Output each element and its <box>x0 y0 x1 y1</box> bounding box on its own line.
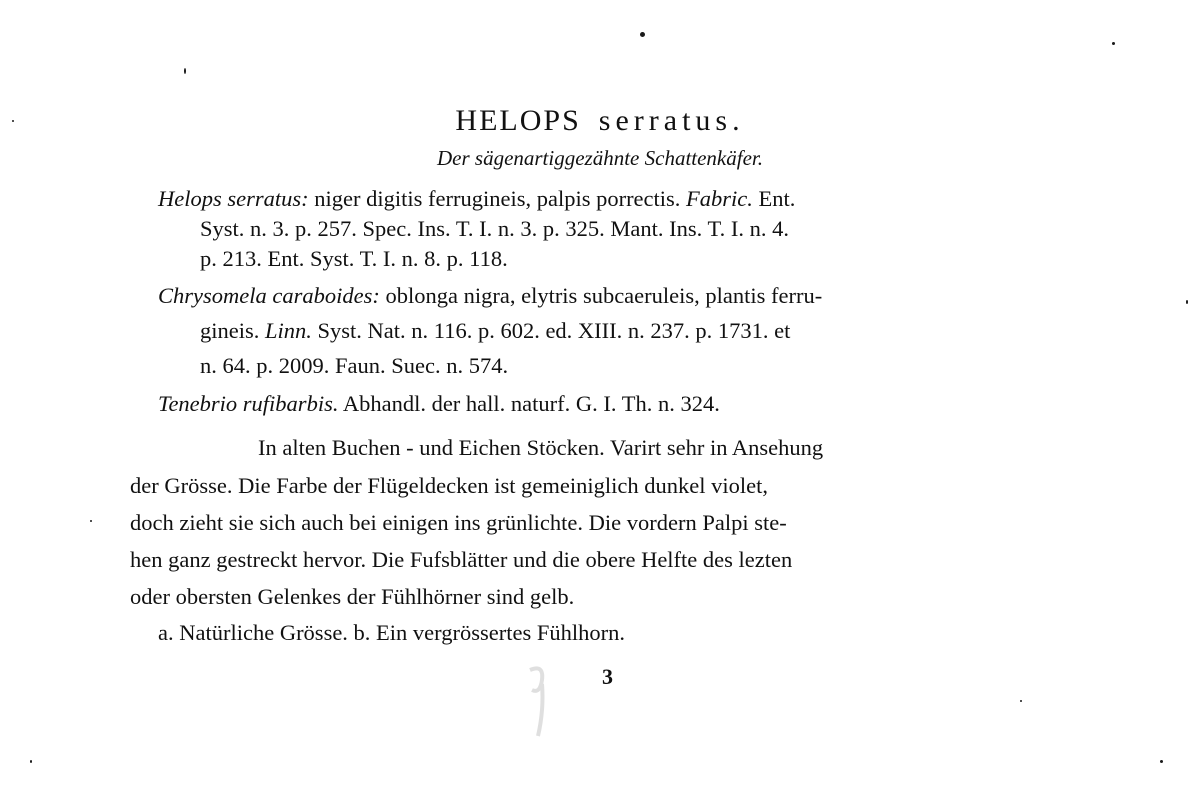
species-name: serratus. <box>598 104 745 137</box>
figure-caption: a. Natürliche Grösse. b. Ein vergrössertes Fühlhorn. <box>158 620 625 645</box>
synonym-name: Helops serratus: <box>158 186 309 211</box>
reference-author: Fabric. <box>686 186 753 211</box>
reference-author: Linn. <box>265 318 312 343</box>
synonym-text: Abhandl. der hall. naturf. G. I. Th. n. 324. <box>338 391 720 416</box>
synonym-entry-line <box>158 188 795 211</box>
synonym-entry-line <box>158 285 822 308</box>
synonym-continuation-line: n. 64. p. 2009. Faun. Suec. n. 574. <box>200 353 509 378</box>
description-line: doch zieht sie sich auch bei einigen ins grünlichte. Die vordern Palpi ste- <box>130 510 787 535</box>
species-title <box>0 104 1200 138</box>
common-name: Der sägenartiggezähnte Schattenkäfer. <box>436 146 764 170</box>
genus-name: HELOPS <box>455 104 581 137</box>
synonym-text: oblonga nigra, elytris subcaeruleis, plantis ferru- <box>379 283 823 308</box>
synonym-text: gineis. <box>200 318 265 343</box>
reference-text: Ent. <box>752 186 796 211</box>
description-line: der Grösse. Die Farbe der Flügeldecken ist gemeiniglich dunkel violet, <box>130 473 768 498</box>
synonym-entry-line <box>158 393 720 416</box>
description-line: In alten Buchen - und Eichen Stöcken. Varirt sehr in Ansehung <box>258 435 824 460</box>
synonym-continuation-line <box>200 320 790 343</box>
faded-ink-mark <box>522 660 552 740</box>
page-number: 3 <box>602 664 613 689</box>
synonym-name: Chrysomela caraboides: <box>158 283 380 308</box>
synonym-text: niger digitis ferrugineis, palpis porrectis. <box>308 186 687 211</box>
synonym-continuation-line: Syst. n. 3. p. 257. Spec. Ins. T. I. n. 3. p. 325. Mant. Ins. T. I. n. 4. <box>200 216 789 241</box>
description-line: oder obersten Gelenkes der Fühlhörner sind gelb. <box>130 584 575 609</box>
synonym-name: Tenebrio rufibarbis. <box>158 391 339 416</box>
description-line: hen ganz gestreckt hervor. Die Fufsblätter und die obere Helfte des lezten <box>130 547 793 572</box>
reference-text: Syst. Nat. n. 116. p. 602. ed. XIII. n. 237. p. 1731. et <box>311 318 791 343</box>
synonym-continuation-line: p. 213. Ent. Syst. T. I. n. 8. p. 118. <box>200 246 508 271</box>
